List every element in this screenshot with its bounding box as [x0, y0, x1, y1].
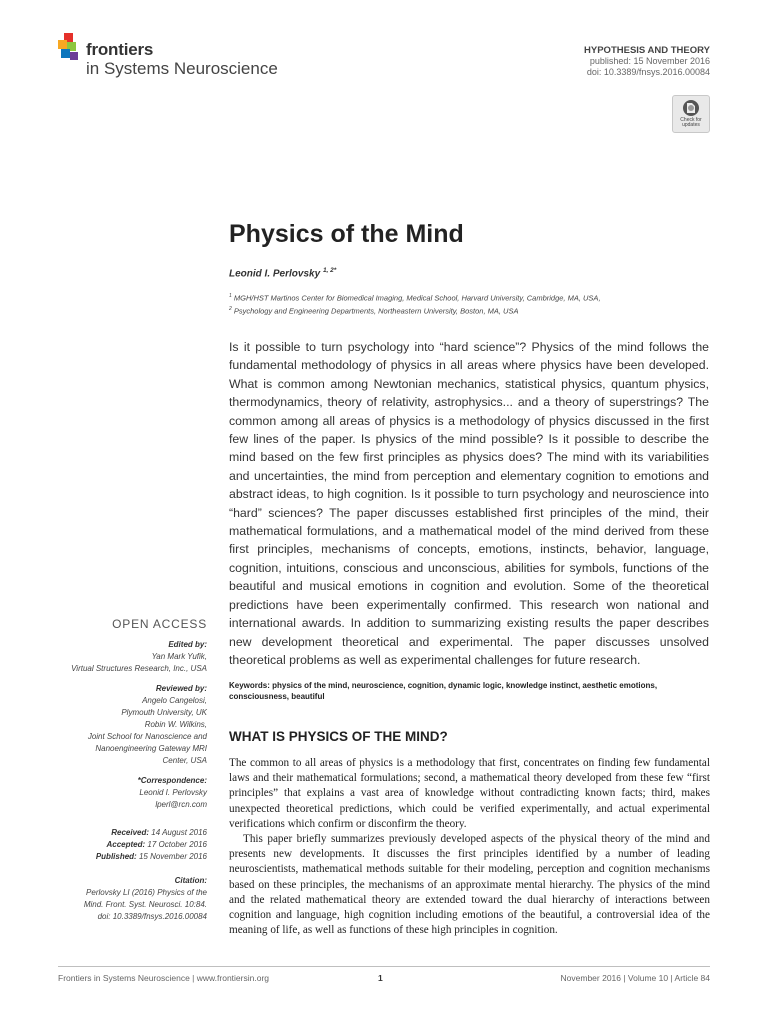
- affiliation-number: 2: [229, 306, 232, 312]
- editor-line[interactable]: Yan Mark Yufik,: [151, 652, 207, 661]
- article-type: HYPOTHESIS AND THEORY: [584, 45, 710, 56]
- paragraph: This paper briefly summarizes previously developed aspects of the physical theory of the mind and presents new developments. It discusses the first principles identified by a number of leading neuroscientists, mathematical methods suitable for their modeling, perception and cognition mechanisms based on these principles, the mechanisms of an approximate mental hierarchy. The physics of the mind and the related mathematical theory are extended toward the dual hierarchy of interactions between cognition and language, high cognition including emotions of the beautiful, a controversial idea of the meaning of life, as well as functions of these high principles in cognition.: [229, 833, 710, 937]
- published-label: Published:: [95, 852, 137, 861]
- affiliation-text: Psychology and Engineering Departments, Northeastern University, Boston, MA, USA: [233, 306, 519, 316]
- received-label: Received:: [111, 828, 150, 837]
- reviewed-by-block: [40, 683, 207, 767]
- reviewer-line: Joint School for Nanoscience and: [87, 732, 207, 741]
- check-label-line-2: updates: [682, 122, 700, 128]
- paragraph: The common to all areas of physics is a methodology that first, concentrates on finding few fundamental laws and their mathematical formulations; second, a mathematical theory developed from these few “first principles” that explains a vast area of knowledge without contradicting known facts; third, makes unexpected theoretical predictions, which could be verified experimentally, and actual experimental verifications which confirm or disconfirm the theory.: [229, 757, 710, 830]
- affiliation-2: [229, 306, 518, 316]
- abstract: Is it possible to turn psychology into “hard science”? Physics of the mind follows the fundamental methodology of physics in all areas where physics have been developed. What is common among Newtonian mechanics, statistical physics, quantum physics, thermodynamics, theory of relativity, astrophysics... and a theory of superstrings? The common among all areas of physics is a methodology of physics discussed in the first few lines of the paper. Is physics of the mind possible? Is it possible to describe the mind based on the few first principles as physics does? The mind with its variabilities and uncertainties, the mind from perception and elementary cognition to emotions and abstract ideas, to high cognition. Is it possible to turn psychology and neuroscience into “hard” sciences? The paper discusses established first principles of the mind, their mathematical formulations, and a mathematical model of the mind derived from these first principles, mechanisms of concepts, emotions, instincts, behavior, language, cognition, intuitions, conscious and unconscious, abilities for symbols, functions of the beautiful and musical emotions in cognition and evolution. Some of the theoretical predictions have been experimentally confirmed. This research won national and international awards. In addition to summarizing existing results the paper describes new development theoretical and experimental. The paper discusses unsolved theoretical problems as well as experimental challenges for future research.: [229, 340, 709, 667]
- correspondence-label: *Correspondence:: [137, 776, 207, 785]
- journal-subtitle: in Systems Neuroscience: [86, 59, 278, 78]
- frontiers-logo-icon: [58, 33, 82, 63]
- open-access-label: OPEN ACCESS: [112, 617, 207, 631]
- keywords: Keywords: physics of the mind, neuroscience, cognition, dynamic logic, knowledge instinct, aesthetic emotions, consciousness, beautiful: [229, 681, 658, 701]
- published-line: [40, 851, 207, 863]
- citation-doi-link[interactable]: doi: 10.3389/fnsys.2016.00084: [97, 912, 207, 921]
- citation-line: Mind. Front. Syst. Neurosci. 10:84.: [83, 900, 207, 909]
- check-updates-icon: [682, 99, 700, 117]
- citation-block: [40, 875, 207, 923]
- reviewed-by-label: Reviewed by:: [155, 684, 207, 693]
- article-title: Physics of the Mind: [229, 220, 464, 248]
- edited-by-label: Edited by:: [168, 640, 207, 649]
- reviewer-line: Nanoengineering Gateway MRI: [95, 744, 207, 753]
- correspondence-name: Leonid I. Perlovsky: [139, 788, 207, 797]
- accepted-line: [40, 839, 207, 851]
- edited-by-block: [40, 639, 207, 675]
- received-date: 14 August 2016: [151, 828, 207, 837]
- footer-issue-info: November 2016 | Volume 10 | Article 84: [560, 973, 710, 983]
- correspondence-email-link[interactable]: lperl@rcn.com: [155, 800, 207, 809]
- journal-name: frontiers: [86, 40, 154, 59]
- published-date: published: 15 November 2016: [589, 56, 710, 66]
- accepted-label: Accepted:: [106, 840, 146, 849]
- body-text: [229, 756, 710, 938]
- reviewer-line[interactable]: Robin W. Wilkins,: [144, 720, 207, 729]
- citation-label: Citation:: [174, 876, 207, 885]
- reviewer-line: Center, USA: [162, 756, 207, 765]
- reviewer-line: Plymouth University, UK: [121, 708, 207, 717]
- affiliation-number: 1: [229, 293, 232, 299]
- footer-divider: [58, 966, 710, 967]
- section-heading: WHAT IS PHYSICS OF THE MIND?: [229, 729, 448, 744]
- author-line: [229, 267, 336, 279]
- footer-journal-link[interactable]: Frontiers in Systems Neuroscience | www.frontiersin.org: [58, 973, 270, 983]
- accepted-date: 17 October 2016: [147, 840, 207, 849]
- correspondence-block: [40, 775, 207, 811]
- doi-header: doi: 10.3389/fnsys.2016.00084: [586, 67, 710, 77]
- editor-line: Virtual Structures Research, Inc., USA: [71, 664, 207, 673]
- author-name[interactable]: Leonid I. Perlovsky: [229, 268, 321, 280]
- affiliation-text: MGH/HST Martinos Center for Biomedical Imaging, Medical School, Harvard University, Cambridge, MA, USA,: [233, 293, 601, 303]
- check-label-line-1: Check for: [680, 117, 702, 123]
- affiliation-1: [229, 293, 601, 303]
- received-line: [40, 827, 207, 839]
- dates-block: [40, 827, 207, 863]
- reviewer-line[interactable]: Angelo Cangelosi,: [142, 696, 207, 705]
- author-superscript: 1, 2*: [322, 267, 337, 274]
- article-info-sidebar: [40, 618, 207, 931]
- citation-line: Perlovsky LI (2016) Physics of the: [86, 888, 207, 897]
- published-date-sidebar: 15 November 2016: [138, 852, 207, 861]
- check-for-updates-button[interactable]: [672, 95, 710, 133]
- page-number: 1: [378, 973, 383, 983]
